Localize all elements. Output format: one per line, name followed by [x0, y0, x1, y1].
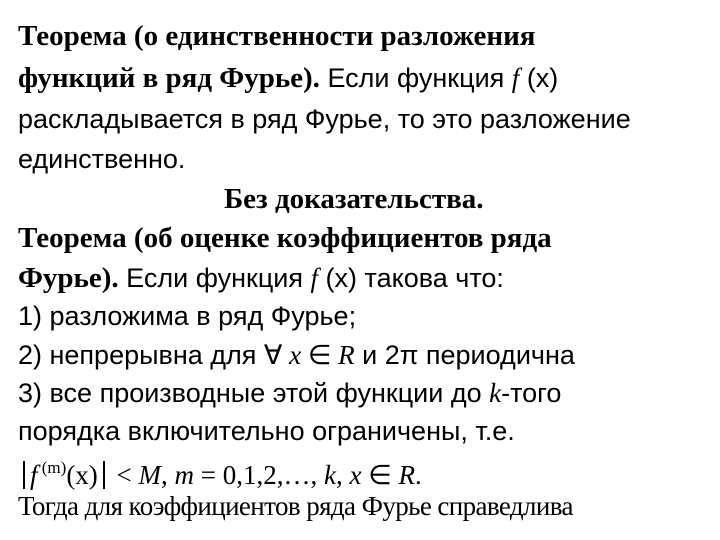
theorem1-line3 — [18, 101, 631, 137]
proof-note: Без доказательства. — [224, 183, 484, 215]
formula-in: ∈ — [361, 460, 399, 490]
condition-3-k: k — [489, 378, 502, 408]
theorem1-arg: (x) — [519, 63, 559, 93]
formula-M: M — [138, 460, 162, 490]
abs-bar-right — [103, 461, 105, 489]
theorem2-line1 — [18, 220, 552, 256]
proof-note-line — [224, 181, 484, 217]
formula-k: k — [324, 460, 336, 490]
theorem2-title-part2: Фурье). — [18, 262, 119, 294]
condition-3-line2 — [18, 413, 515, 449]
theorem1-title-part2: функций в ряд Фурье). — [18, 62, 320, 94]
theorem1-line4-text: единственно. — [18, 144, 186, 174]
formula-f: f — [30, 460, 38, 490]
formula-x: (x) — [66, 460, 98, 490]
condition-2-text-b: и 2π периодична — [354, 340, 575, 370]
condition-3-text-a: 3) все производные этой функции до — [18, 378, 490, 408]
theorem1-title-part1: Теорема (о единственности разложения — [18, 20, 536, 52]
bound-formula — [18, 450, 422, 493]
theorem1-text-part1: Если функция — [319, 63, 512, 93]
formula-m: m — [174, 460, 195, 490]
theorem2-line2 — [18, 260, 504, 296]
formula-rest-a: < — [109, 460, 139, 490]
conclusion-text: Тогда для коэффициентов ряда Фурье справедлива — [18, 491, 573, 521]
formula-rest-c: = 0,1,2,…, — [194, 460, 325, 490]
element-of-symbol: ∈ — [307, 340, 332, 370]
theorem1-func: f — [511, 63, 520, 93]
forall-symbol: ∀ — [263, 340, 283, 370]
condition-2-R: R — [331, 340, 355, 370]
formula-end: . — [415, 460, 422, 490]
condition-2-x: x — [282, 340, 308, 370]
theorem1-line2 — [18, 60, 558, 96]
theorem1-line4 — [18, 141, 185, 177]
condition-3-text-b: -того — [501, 378, 562, 408]
formula-derivative-order: (m) — [37, 458, 67, 477]
condition-1-text: 1) разложима в ряд Фурье; — [18, 301, 357, 331]
condition-2-text-a: 2) непрерывна для — [18, 340, 264, 370]
formula-x2: x — [349, 460, 362, 490]
condition-3-line2-text: порядка включительно ограничены, т.е. — [18, 416, 515, 446]
condition-1 — [18, 298, 356, 334]
formula-rest-d: , — [336, 460, 350, 490]
theorem2-title-part1: Теорема (об оценке коэффициентов ряда — [18, 222, 552, 254]
theorem1-line3-text: раскладывается в ряд Фурье, то это разложение — [18, 104, 631, 134]
theorem2-text-part2: (x) такова что: — [318, 263, 504, 293]
conclusion-line — [18, 488, 573, 524]
formula-rest-b: , — [161, 460, 175, 490]
condition-3 — [18, 375, 561, 411]
formula-R: R — [398, 460, 416, 490]
theorem2-text-part1: Если функция — [118, 263, 311, 293]
theorem2-func: f — [310, 263, 319, 293]
theorem1-line1 — [18, 18, 536, 54]
condition-2 — [18, 337, 575, 373]
abs-bar-left — [23, 461, 25, 489]
